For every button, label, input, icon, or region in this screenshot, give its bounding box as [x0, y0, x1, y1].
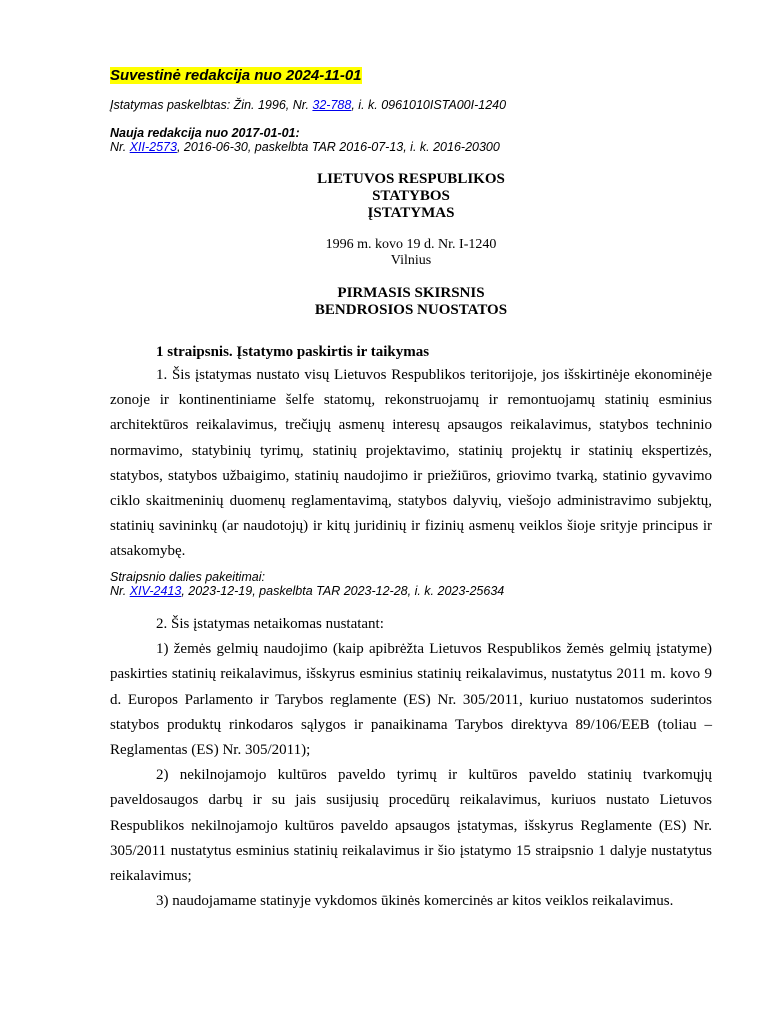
law-date: 1996 m. kovo 19 d. Nr. I-1240	[325, 237, 497, 252]
article-1-item-1: 1) žemės gelmių naudojimo (kaip apibrėžta Lietuvos Respublikos žemės gelmių įstatyme) paskirties statinių reikalavimus, išskyrus esminius statinių reikalavimus, nustatytus 2011 m. kovo 9 d. Europos Parlamento ir Tarybos reglamente (ES) Nr. 305/2011, kuriuo nustatomos suderintos statybos produktų rinkodaros sąlygos ir panaikinama Tarybos direktyva 89/106/EEB (toliau – Reglamentas (ES) Nr. 305/2011);	[110, 641, 712, 759]
amendment-note	[110, 570, 504, 598]
article-1-paragraph-1: 1. Šis įstatymas nustato visų Lietuvos Respublikos teritorijoje, jos išskirtinėje ekonominėje zonoje ir kontinentiniame šelfe statomų, rekonstruojamų ir remontuojamų statinių esminius architektūros reikalavimus, trečiųjų asmenų interesų apsaugos reikalavimus, statybos techninio normavimo, statybinių tyrimų, statinių projektavimo, statinių projektų ir statinių ekspertizės, statybos, statybos užbaigimo, statinių naudojimo ir priežiūros, griovimo tvarką, statinio gyvavimo ciklo skaitmeninių duomenų reglamentavimą, statybos dalyvių, viešojo administravimo subjektų, statinių savininkų (ar naudotojų) ir kitų juridinių ir fizinių asmenų veiklos šioje srityje principus ir atsakomybę.	[110, 367, 712, 560]
law-date-place	[110, 237, 712, 269]
article-1-title: 1 straipsnis. Įstatymo paskirtis ir taikymas	[156, 344, 430, 360]
publication-suffix: , i. k. 0961010ISTA00I-1240	[351, 98, 507, 112]
law-title-line2: STATYBOS	[372, 188, 450, 204]
article-1-paragraph-2: 2. Šis įstatymas netaikomas nustatant:	[156, 616, 384, 632]
amendment-title: Straipsnio dalies pakeitimai:	[110, 570, 265, 584]
law-title-line3: ĮSTATYMAS	[367, 205, 455, 221]
amendment-info	[110, 584, 504, 598]
new-edition-title	[110, 126, 300, 140]
new-edition-prefix: Nr.	[110, 140, 130, 154]
section-heading	[110, 285, 712, 319]
amendment-prefix: Nr.	[110, 584, 130, 598]
publication-link[interactable]: 32-788	[312, 98, 352, 112]
publication-prefix: Įstatymas paskelbtas: Žin. 1996, Nr.	[110, 98, 313, 112]
law-title-line1: LIETUVOS RESPUBLIKOS	[317, 171, 505, 187]
new-edition-info	[110, 140, 500, 154]
new-edition-title-text: Nauja redakcija nuo 2017-01-01:	[110, 126, 300, 140]
amendment-suffix: , 2023-12-19, paskelbta TAR 2023-12-28, i. k. 2023-25634	[181, 584, 505, 598]
consolidated-version-highlight: Suvestinė redakcija nuo 2024-11-01	[110, 67, 362, 84]
section-heading-line1: PIRMASIS SKIRSNIS	[337, 285, 485, 301]
amendment-link[interactable]: XIV-2413	[129, 584, 182, 598]
new-edition-suffix: , 2016-06-30, paskelbta TAR 2016-07-13, i. k. 2016-20300	[176, 140, 500, 154]
article-1-item-3: 3) naudojamame statinyje vykdomos ūkinės komercinės ar kitos veiklos reikalavimus.	[156, 893, 674, 910]
section-heading-line2: BENDROSIOS NUOSTATOS	[314, 302, 508, 318]
new-edition-link[interactable]: XII-2573	[129, 140, 177, 154]
article-1-item-2: 2) nekilnojamojo kultūros paveldo tyrimų ir kultūros paveldo statinių tvarkomųjų paveldosaugos darbų ir su jais susijusių procedūrų reikalavimus, kuriuos nustato Lietuvos Respublikos nekilnojamojo kultūros paveldo apsaugos įstatymas, išskyrus Reglamente (ES) Nr. 305/2011 nustatytus esminius statinių reikalavimus ir šio įstatymo 15 straipsnio 1 dalyje nustatytus reikalavimus;	[110, 767, 712, 885]
article-1-part-2	[110, 612, 712, 914]
article-1	[110, 344, 712, 565]
law-place: Vilnius	[390, 253, 432, 268]
consolidated-version-notice	[110, 67, 362, 84]
law-title	[110, 171, 712, 222]
publication-info	[110, 98, 506, 112]
